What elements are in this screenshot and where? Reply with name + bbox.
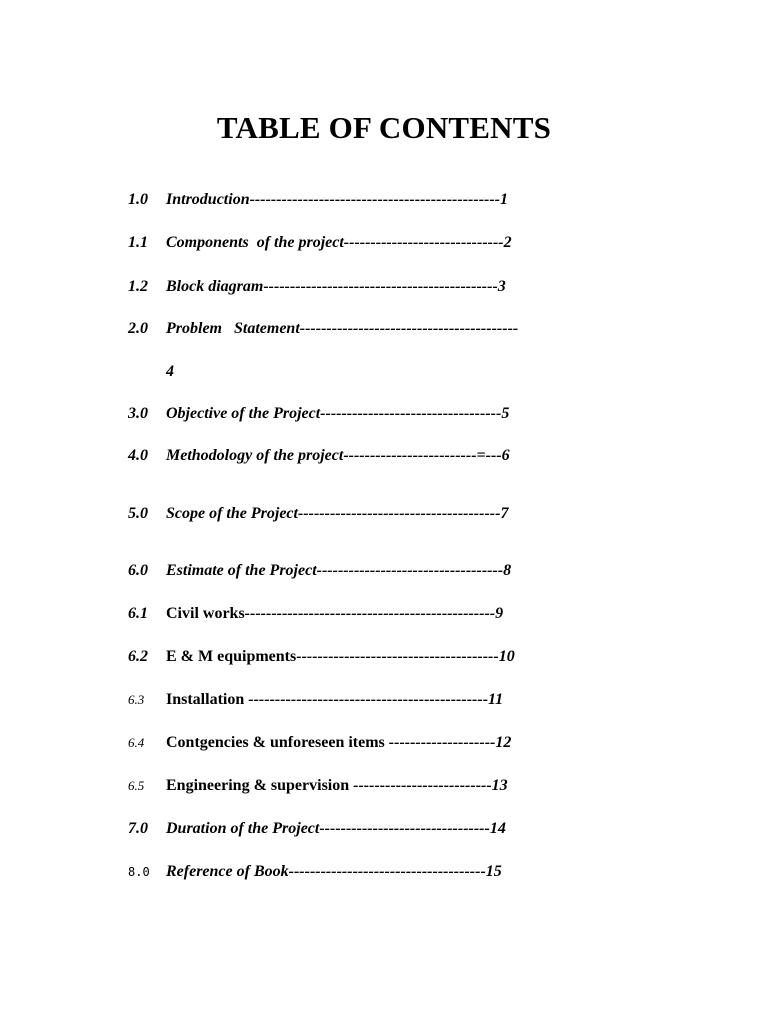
page-number: 4 [166,363,174,380]
section-title: Duration of the Project--------------------------------14 [166,820,506,837]
section-title: Installation [166,691,249,708]
section-number: 6.1 [128,605,148,622]
leader-dots: --------------------------------------10 [296,648,515,665]
section-title: Problem Statement----------------------------------------- [166,320,519,337]
section-number: 8.0 [128,865,150,879]
section-number: 1.0 [128,191,148,208]
toc-entry [0,602,768,626]
section-title: Objective of the Project----------------------------------5 [166,405,510,422]
section-number: 3.0 [128,405,148,422]
toc-entry [0,559,768,583]
leader-dots: -----------------------------------------------9 [244,605,504,622]
toc-entry [0,231,768,255]
section-number: 6.4 [128,735,145,750]
section-title: Methodology of the project-------------------------=---6 [166,447,510,464]
section-title: E & M equipments [166,648,297,665]
leader-dots: --------------------12 [388,734,512,751]
section-number: 1.1 [128,234,148,251]
section-title: Reference of Book-------------------------------------15 [166,863,502,880]
section-title: Contgencies & unforeseen items [166,734,389,751]
section-title: Components of the project------------------------------2 [166,234,512,251]
toc-entry [0,317,768,341]
section-title: Civil works [166,605,245,622]
section-number: 5.0 [128,505,148,522]
toc-entry [0,860,768,884]
section-number: 6.5 [128,778,145,793]
section-number: 1.2 [128,278,148,295]
toc-entry [0,688,768,712]
section-title: Introduction-----------------------------------------------1 [166,191,509,208]
toc-entry [0,731,768,755]
page-title: TABLE OF CONTENTS [216,110,552,145]
toc-entry [0,444,768,468]
toc-entry [0,402,768,426]
toc-entry [0,817,768,841]
section-number: 7.0 [128,820,148,837]
section-title: Engineering & supervision [166,777,354,794]
section-title: Block diagram--------------------------------------------3 [166,278,506,295]
section-title: Scope of the Project--------------------------------------7 [166,505,509,522]
section-number: 6.2 [128,648,148,665]
toc-entry [0,502,768,526]
section-number: 6.0 [128,562,148,579]
leader-dots: ---------------------------------------------11 [248,691,504,708]
section-number: 6.3 [128,692,145,707]
toc-entry [0,188,768,212]
leader-dots: --------------------------13 [353,777,508,794]
toc-entry [0,774,768,798]
toc-entry-continuation [0,360,768,384]
section-number: 2.0 [128,320,148,337]
toc-entry [0,275,768,299]
toc-entry [0,645,768,669]
section-number: 4.0 [128,447,148,464]
section-title: Estimate of the Project-----------------------------------8 [166,562,512,579]
